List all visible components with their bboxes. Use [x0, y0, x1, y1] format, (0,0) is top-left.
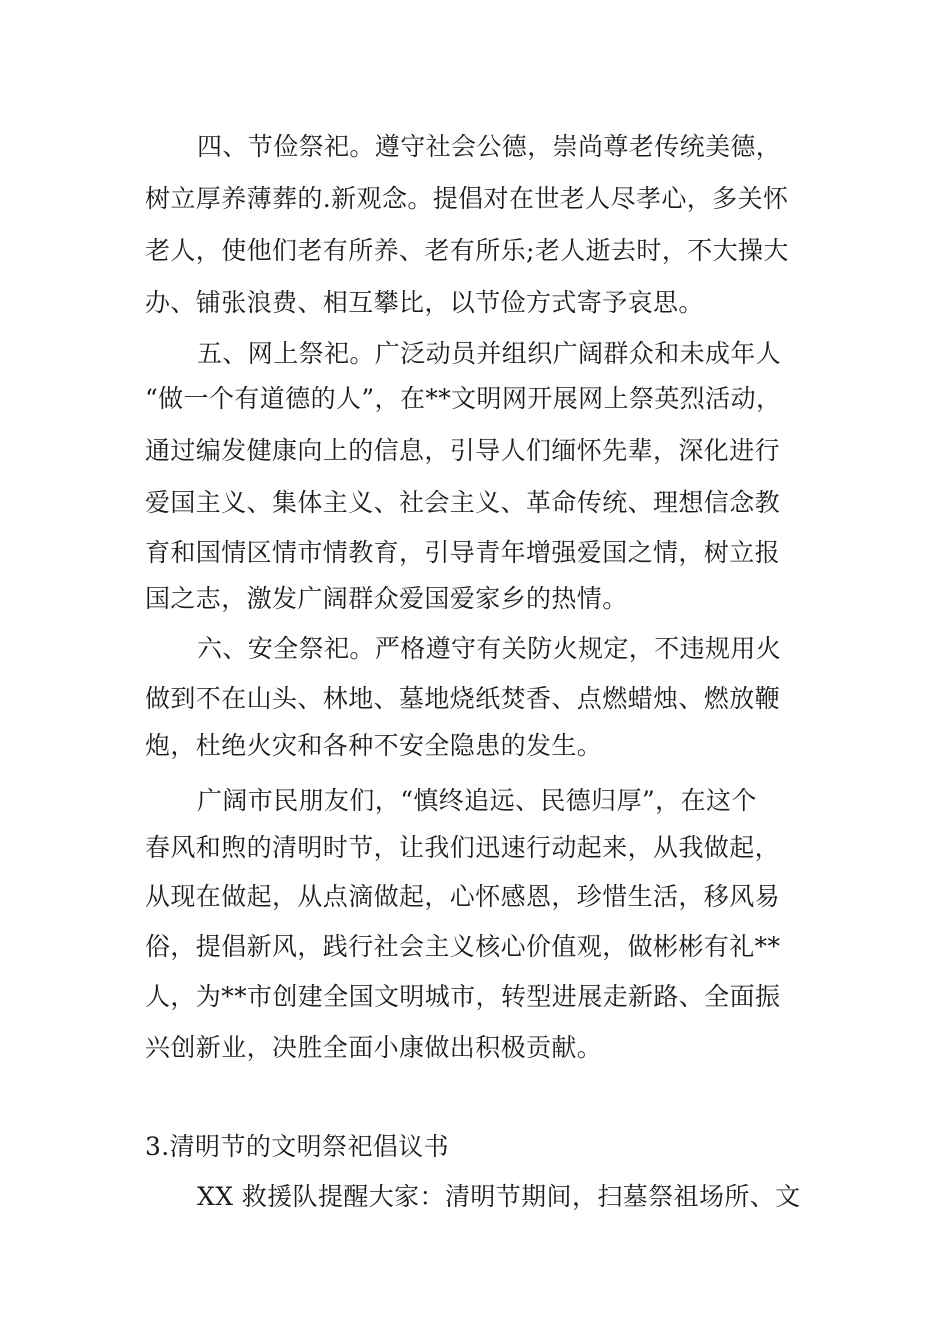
text-line: 俗，提倡新风，践行社会主义核心价值观，做彬彬有礼**	[145, 932, 781, 961]
text-line: 从现在做起，从点滴做起，心怀感恩，珍惜生活，移风易	[145, 882, 781, 911]
text-line: 炮，杜绝火灾和各种不安全隐患的发生。	[145, 731, 603, 760]
text-line: 办、铺张浪费、相互攀比，以节俭方式寄予哀思。	[145, 288, 704, 317]
text-line: “做一个有道德的人”，在**文明网开展网上祭英烈活动，	[145, 384, 782, 413]
text-line: 爱国主义、集体主义、社会主义、革命传统、理想信念教	[145, 488, 781, 517]
text-line: 国之志，激发广阔群众爱国爱家乡的热情。	[145, 584, 628, 613]
text-line: 通过编发健康向上的信息，引导人们缅怀先辈，深化进行	[145, 436, 781, 465]
text-line: 春风和煦的清明时节，让我们迅速行动起来，从我做起，	[145, 833, 781, 862]
text-line: 六、安全祭祀。严格遵守有关防火规定，不违规用火	[197, 634, 782, 663]
text-line: 做到不在山头、林地、墓地烧纸焚香、点燃蜡烛、燃放鞭	[145, 684, 781, 713]
section-heading: 3.清明节的文明祭祀倡议书	[145, 1132, 450, 1161]
text-line: 老人，使他们老有所养、老有所乐;老人逝去时，不大操大	[145, 236, 789, 265]
text-line: 广阔市民朋友们，“慎终追远、民德归厚”，在这个	[197, 786, 757, 815]
text-line: 育和国情区情市情教育，引导青年增强爱国之情，树立报	[145, 538, 781, 567]
text-line: 人，为**市创建全国文明城市，转型进展走新路、全面振	[145, 982, 781, 1011]
text-line: 五、网上祭祀。广泛动员并组织广阔群众和未成年人	[197, 339, 782, 368]
text-line: 四、节俭祭祀。遵守社会公德，崇尚尊老传统美德，	[197, 132, 782, 161]
text-line: 兴创新业，决胜全面小康做出积极贡献。	[145, 1033, 603, 1062]
text-line: XX 救援队提醒大家：清明节期间，扫墓祭祖场所、文	[197, 1182, 801, 1211]
text-line: 树立厚养薄葬的.新观念。提倡对在世老人尽孝心，多关怀	[145, 184, 789, 213]
